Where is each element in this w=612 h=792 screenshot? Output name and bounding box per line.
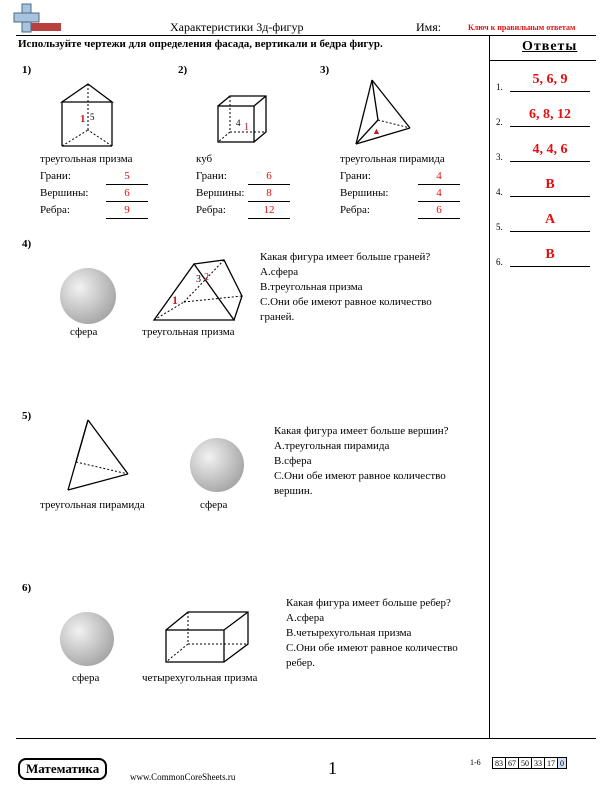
problem-6-caption-a: сфера xyxy=(72,672,100,684)
plus-logo-icon xyxy=(14,4,60,34)
answer-key-number: 3. xyxy=(496,152,503,162)
answer-key-value: A xyxy=(544,212,556,227)
sphere-figure-2 xyxy=(190,438,244,492)
answer-key-line xyxy=(510,91,590,92)
problem-1-vertices-label: Вершины: xyxy=(40,187,89,199)
problem-2-faces-answer: 6 xyxy=(266,170,272,182)
svg-text:2: 2 xyxy=(204,272,209,283)
answer-key-number: 4. xyxy=(496,187,503,197)
problem-3-edges-answer: 6 xyxy=(436,204,442,216)
problem-6-option-c-cont: ребер. xyxy=(286,657,315,669)
answer-key-line xyxy=(510,266,590,267)
problem-5-option-c-cont: вершин. xyxy=(274,485,313,497)
subject-badge: Математика xyxy=(18,758,107,780)
answer-key-label: Ключ к правильным ответам xyxy=(468,23,576,32)
svg-text:1: 1 xyxy=(172,293,178,307)
problem-2-vertices-label: Вершины: xyxy=(196,187,245,199)
answer-key-number: 5. xyxy=(496,222,503,232)
problem-5-question xyxy=(274,424,448,499)
problem-2-edges-answer: 12 xyxy=(263,204,275,216)
triangular-pyramid-figure-2 xyxy=(64,416,134,494)
problem-5-option-b: B.сфера xyxy=(274,455,312,467)
answer-blank-line xyxy=(248,184,290,185)
answers-divider xyxy=(489,60,596,61)
problem-6-prompt: Какая фигура имеет больше ребер? xyxy=(286,597,451,609)
answer-key-value: B xyxy=(545,177,555,192)
answer-blank-line xyxy=(418,201,460,202)
problem-5-prompt: Какая фигура имеет больше вершин? xyxy=(274,425,449,437)
problem-5-option-a: A.треугольная пирамида xyxy=(274,440,390,452)
problem-4-option-c: C.Они обе имеют равное количество xyxy=(260,296,432,308)
problem-4-option-a: A.сфера xyxy=(260,266,299,278)
problem-2-vertices-answer: 8 xyxy=(266,187,272,199)
problem-4-caption-a: сфера xyxy=(70,326,98,338)
answer-key-value: 4, 4, 6 xyxy=(532,142,568,157)
site-url: www.CommonCoreSheets.ru xyxy=(130,772,236,782)
answer-key-value: B xyxy=(545,247,555,262)
footer-rule xyxy=(16,738,596,739)
problem-1-vertices-answer: 6 xyxy=(124,187,130,199)
svg-text:5: 5 xyxy=(90,112,95,122)
problem-5-option-c: C.Они обе имеют равное количество xyxy=(274,470,446,482)
answer-key-line xyxy=(510,161,590,162)
score-cell: 50 xyxy=(519,758,532,769)
problem-4-number: 4) xyxy=(22,238,32,250)
rectangular-prism-figure xyxy=(162,608,258,668)
sphere-figure-3 xyxy=(60,612,114,666)
problem-1-number: 1) xyxy=(22,64,32,76)
svg-text:3: 3 xyxy=(196,274,201,285)
answer-key-value: 6, 8, 12 xyxy=(529,107,571,122)
triangular-prism-figure xyxy=(58,80,118,150)
score-cell: 67 xyxy=(506,758,519,769)
problem-2-edges-label: Ребра: xyxy=(196,204,226,216)
problem-4-question xyxy=(260,250,432,325)
score-cell: 17 xyxy=(545,758,558,769)
problem-5-caption-a: треугольная пирамида xyxy=(40,499,145,511)
problem-3-shape-name: треугольная пирамида xyxy=(340,153,445,165)
problem-1-edges-answer: 9 xyxy=(124,204,130,216)
answers-title: Ответы xyxy=(522,39,578,54)
problem-4-option-c-cont: граней. xyxy=(260,311,295,323)
cube-figure xyxy=(214,92,270,148)
answer-blank-line xyxy=(418,218,460,219)
score-cell: 33 xyxy=(532,758,545,769)
worksheet-title: Характеристики 3д-фигур xyxy=(170,20,304,34)
svg-text:1: 1 xyxy=(80,113,86,125)
instructions: Используйте чертежи для определения фасада, вертикали и бедра фигур. xyxy=(18,38,383,50)
problem-4-caption-b: треугольная призма xyxy=(142,326,235,338)
svg-text:4: 4 xyxy=(236,118,241,128)
answer-blank-line xyxy=(248,201,290,202)
problem-6-option-b: B.четырехугольная призма xyxy=(286,627,412,639)
problem-1-faces-label: Грани: xyxy=(40,170,71,182)
answer-key-value: 5, 6, 9 xyxy=(532,72,568,87)
problem-5-number: 5) xyxy=(22,410,32,422)
problem-6-number: 6) xyxy=(22,582,32,594)
answer-blank-line xyxy=(106,184,148,185)
problem-2-faces-label: Грани: xyxy=(196,170,227,182)
problem-2-shape-name: куб xyxy=(196,153,213,165)
problem-6-option-c: C.Они обе имеют равное количество xyxy=(286,642,458,654)
problem-6-option-a: A.сфера xyxy=(286,612,325,624)
answer-key-line xyxy=(510,231,590,232)
problem-6-question xyxy=(286,596,458,671)
answer-blank-line xyxy=(418,184,460,185)
answer-panel xyxy=(489,35,597,738)
problem-3-faces-answer: 4 xyxy=(436,170,442,182)
problem-4-option-b: B.треугольная призма xyxy=(260,281,363,293)
problem-3-number: 3) xyxy=(320,64,330,76)
problem-2-number: 2) xyxy=(178,64,188,76)
problem-4-prompt: Какая фигура имеет больше граней? xyxy=(260,251,431,263)
triangular-pyramid-figure xyxy=(350,76,416,150)
triangular-prism-figure-2 xyxy=(150,256,246,326)
name-label: Имя: xyxy=(416,20,442,34)
problem-1-shape-name: треугольная призма xyxy=(40,153,133,165)
svg-text:▲: ▲ xyxy=(372,126,381,136)
problem-1-edges-label: Ребра: xyxy=(40,204,70,216)
answer-blank-line xyxy=(106,218,148,219)
answer-blank-line xyxy=(106,201,148,202)
problem-1-faces-answer: 5 xyxy=(124,170,130,182)
problem-5-caption-b: сфера xyxy=(200,499,228,511)
problem-3-vertices-answer: 4 xyxy=(436,187,442,199)
answer-key-line xyxy=(510,196,590,197)
answer-key-number: 2. xyxy=(496,117,503,127)
problem-3-vertices-label: Вершины: xyxy=(340,187,389,199)
answer-key-line xyxy=(510,126,590,127)
answer-key-number: 1. xyxy=(496,82,503,92)
problem-6-caption-b: четырехугольная призма xyxy=(142,672,258,684)
svg-text:1: 1 xyxy=(244,122,249,133)
answer-blank-line xyxy=(248,218,290,219)
score-cell: 0 xyxy=(558,758,567,769)
page-number: 1 xyxy=(328,758,337,778)
problem-3-edges-label: Ребра: xyxy=(340,204,370,216)
answer-key-number: 6. xyxy=(496,257,503,267)
problem-3-faces-label: Грани: xyxy=(340,170,371,182)
score-cell: 83 xyxy=(493,758,506,769)
sphere-figure xyxy=(60,268,116,324)
score-range: 1-6 xyxy=(470,758,481,767)
score-table xyxy=(492,757,567,769)
